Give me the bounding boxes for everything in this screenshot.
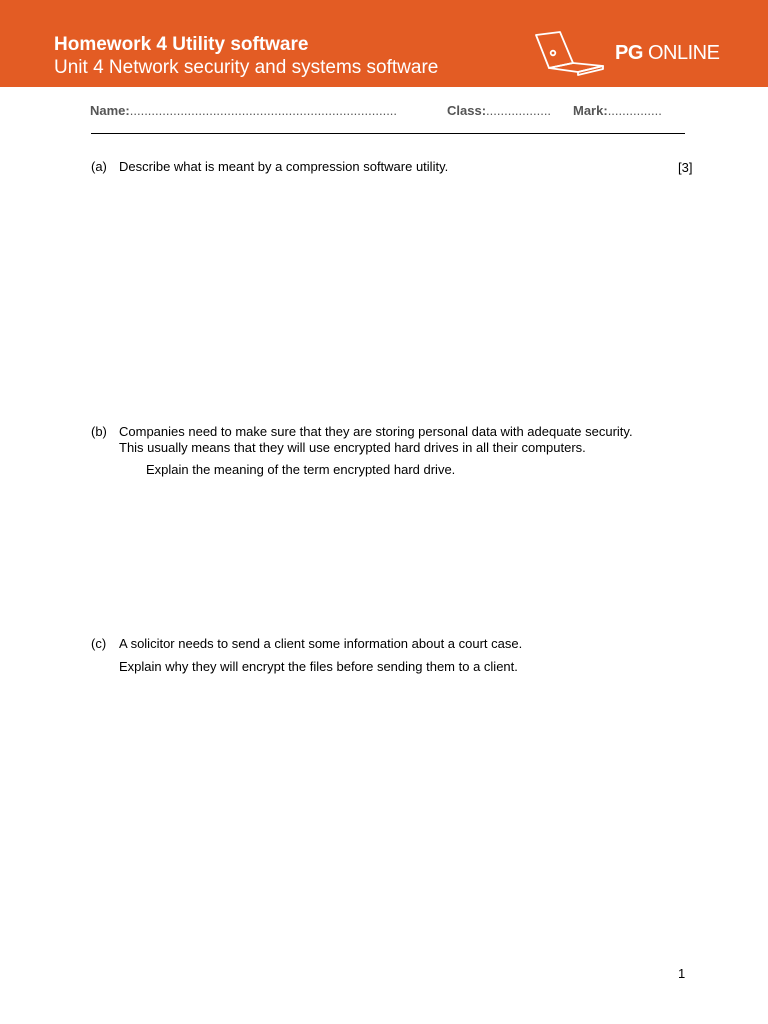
question-text: This usually means that they will use encrypted hard drives in all their computers. [119, 440, 586, 455]
marks-allocation: [3] [678, 160, 693, 175]
class-field[interactable] [447, 103, 551, 118]
question-instruction: Explain why they will encrypt the files before sending them to a client. [119, 659, 518, 674]
header-band [0, 0, 768, 87]
class-label: Class: [447, 103, 487, 118]
question-letter: (c) [91, 636, 107, 651]
mark-label: Mark: [573, 103, 608, 118]
question-text: Describe what is meant by a compression software utility. [119, 159, 449, 174]
mark-field[interactable] [573, 103, 662, 118]
pg-online-logo [533, 30, 733, 78]
name-field[interactable] [90, 103, 397, 118]
question-text: A solicitor needs to send a client some information about a court case. [119, 636, 523, 651]
page-number: 1 [678, 966, 686, 981]
logo-pg-text: PG [615, 42, 643, 64]
name-dots: .......................................................................... [129, 103, 398, 118]
name-label: Name: [90, 103, 130, 118]
question-letter: (b) [91, 424, 107, 439]
mark-dots: ............... [607, 103, 662, 118]
class-dots: .................. [486, 103, 552, 118]
page-title: Homework 4 Utility software [54, 34, 309, 55]
question-letter: (a) [91, 159, 107, 174]
question-text: Companies need to make sure that they are storing personal data with adequate security. [119, 424, 633, 439]
page-subtitle: Unit 4 Network security and systems software [54, 57, 439, 78]
logo-wordmark [615, 42, 719, 65]
logo-online-text: ONLINE [647, 42, 720, 64]
question-instruction: Explain the meaning of the term encrypted hard drive. [146, 462, 456, 477]
header-divider [91, 133, 685, 134]
laptop-icon [533, 30, 611, 76]
